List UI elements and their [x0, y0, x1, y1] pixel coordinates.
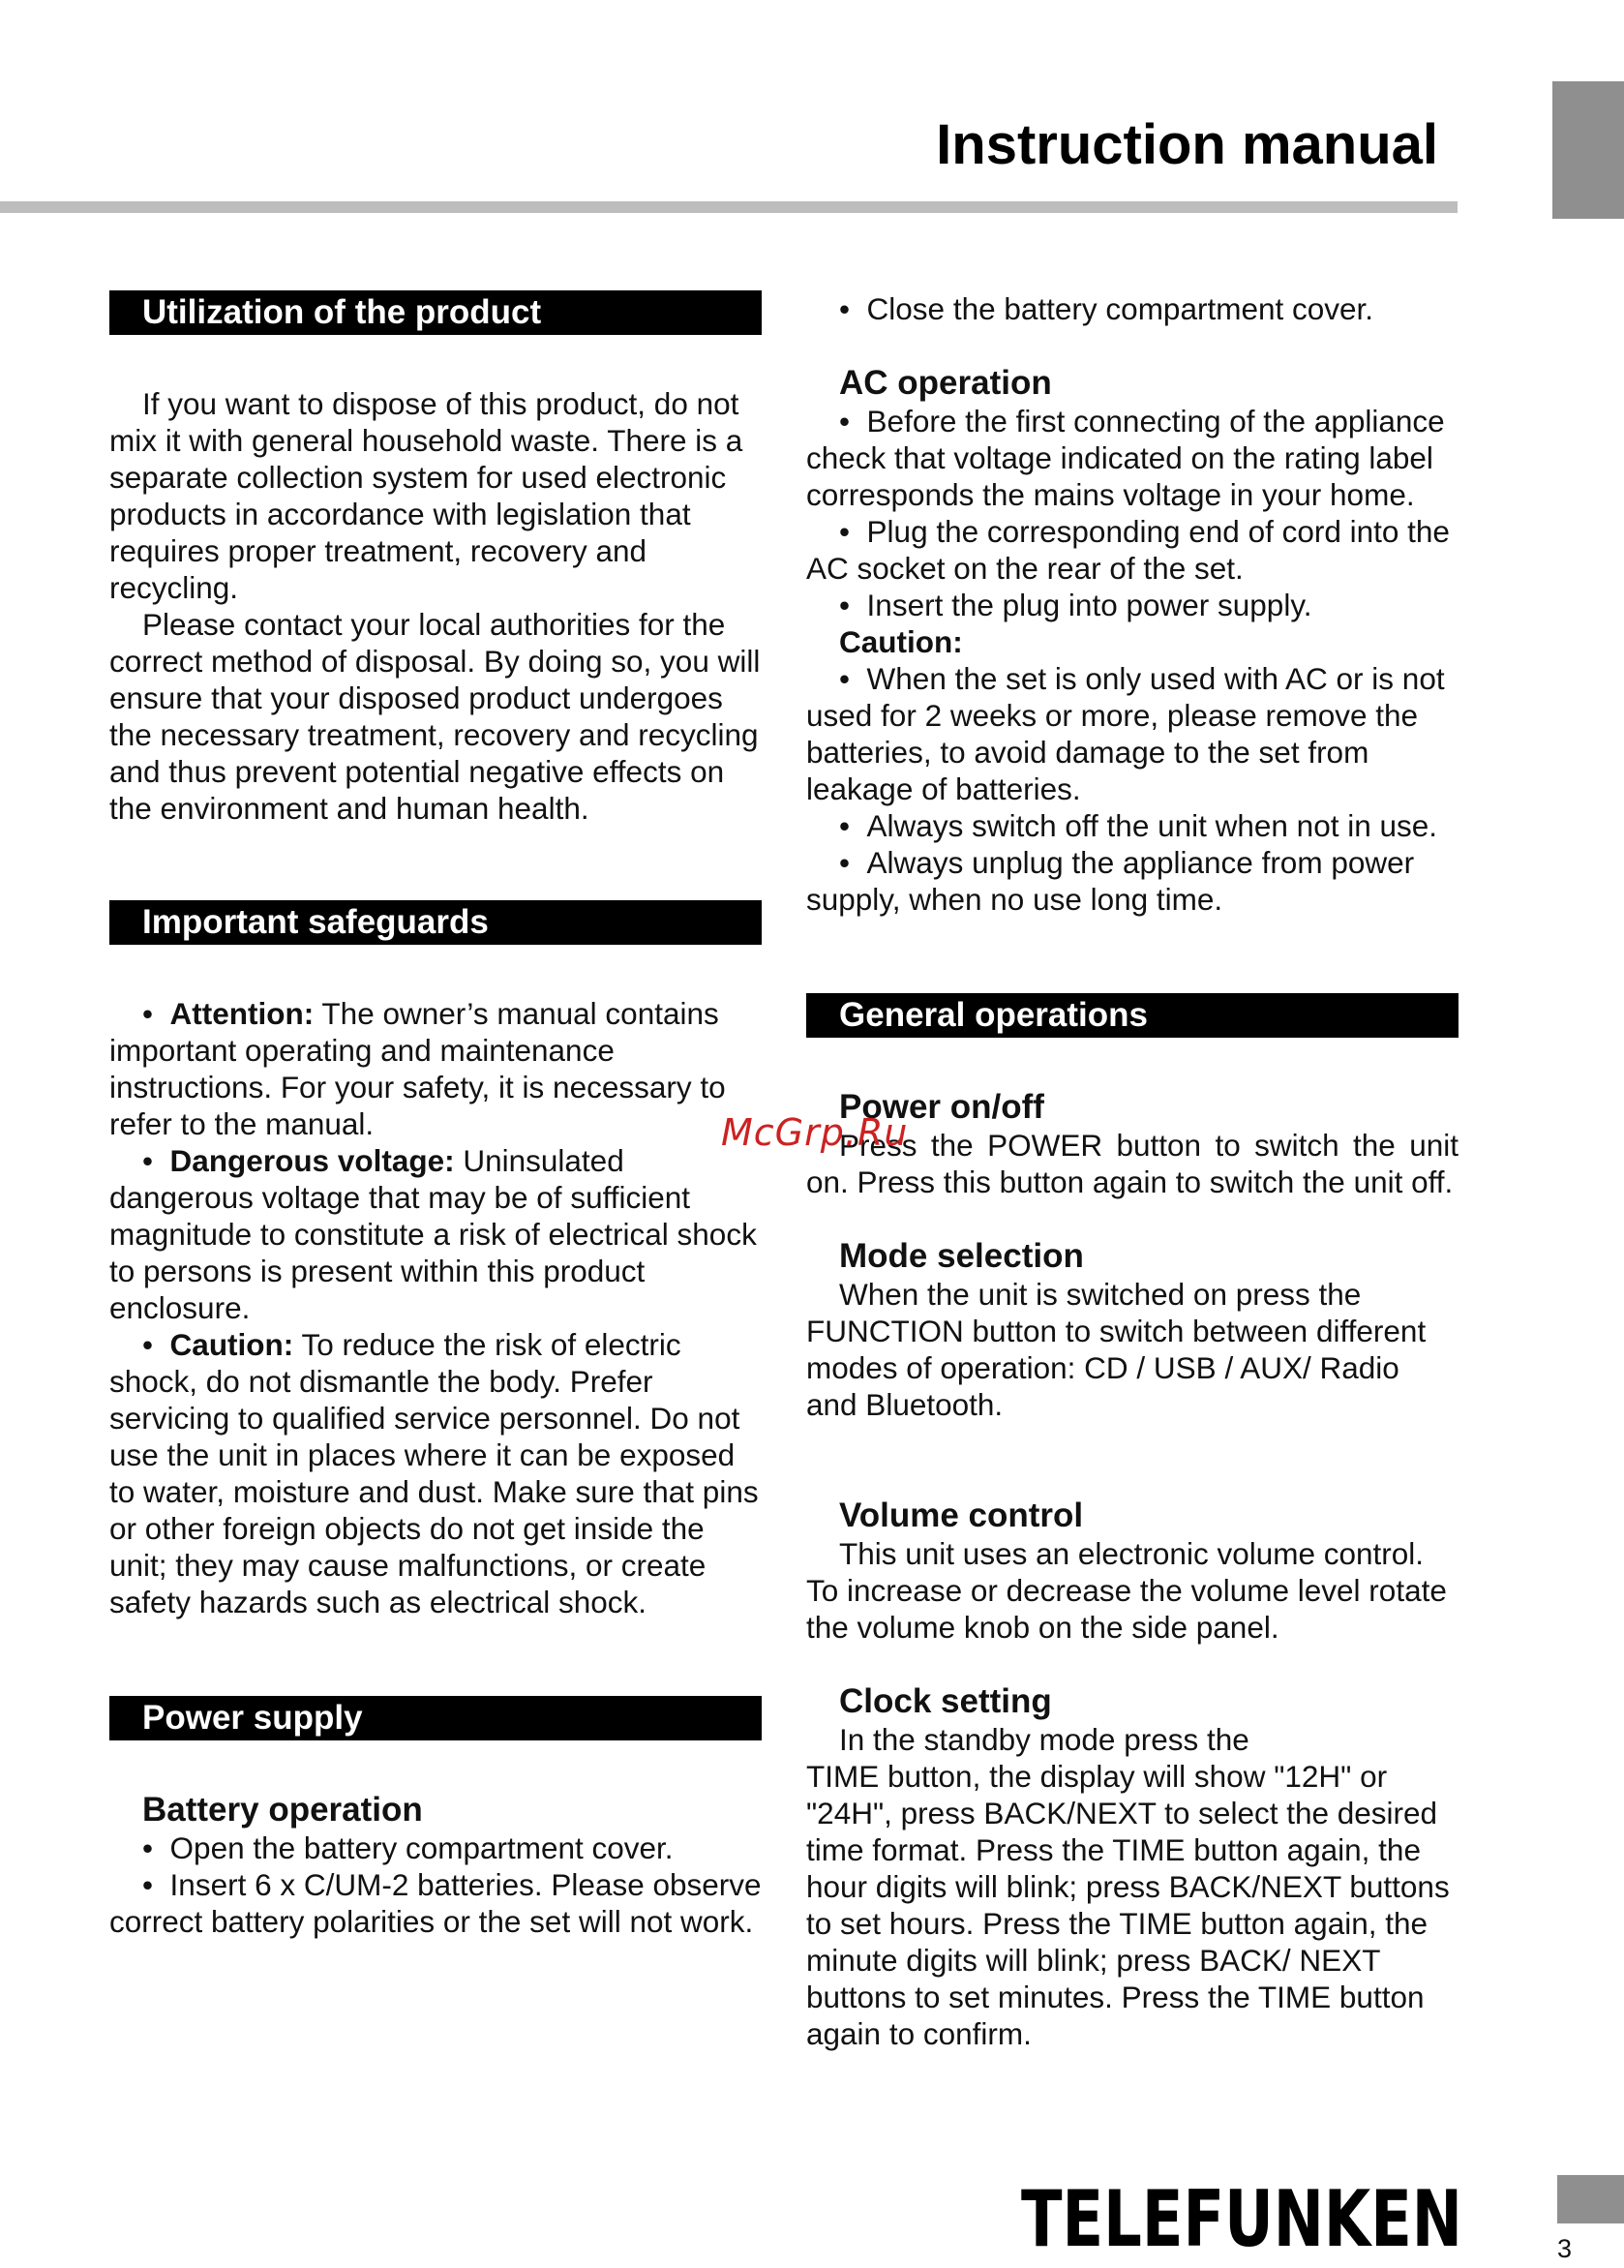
subheading-clock: Clock setting [839, 1682, 1052, 1720]
paragraph: Press the POWER button to switch the unit on. Press this button again to switch the unit off. [806, 1128, 1459, 1199]
header-rule [0, 201, 1458, 213]
caution-label: Caution: [839, 624, 963, 659]
subheading-ac: AC operation [839, 364, 1052, 402]
paragraph: In the standby mode press the [839, 1722, 1249, 1757]
item-text: Before the first connecting of the appliance check that voltage indicated on the rating label corresponds the mains voltage in your home. [806, 404, 1445, 512]
list-item: • Before the first connecting of the appliance check that voltage indicated on the rating label corresponds the mains voltage in your home. [806, 404, 1445, 512]
item-text: To reduce the risk of electric shock, do not dismantle the body. Prefer servicing to qualified service personnel. Do not use the unit in places where it can be exposed to water, moisture and dust. Make sure that pins or other foreign objects do not get inside the unit; they may cause malfunctions, or create safety hazards such as electrical shock. [109, 1327, 759, 1619]
list-item: • Dangerous voltage: Uninsulated dangerous voltage that may be of sufficient magnitude to constitute a risk of electrical shock to persons is present within this product enclosure. [109, 1143, 757, 1325]
subheading-power: Power on/off [839, 1088, 1044, 1126]
list-item: • Caution: To reduce the risk of electric shock, do not dismantle the body. Prefer servicing to qualified service personnel. Do not use the unit in places where it can be exposed to water, moisture and dust. Make sure that pins or other foreign objects do not get inside the unit; they may cause malfunctions, or create safety hazards such as electrical shock. [109, 1327, 759, 1619]
paragraph: TIME button, the display will show "12H" or "24H", press BACK/NEXT to select the desired time format. Press the TIME button again, the hour digits will blink; press BACK/NEXT buttons to set hours. Press the TIME button again, the minute digits will blink; press BACK/ NEXT buttons to set minutes. Press the TIME button again to confirm. [806, 1759, 1450, 2051]
item-text: Uninsulated dangerous voltage that may be of sufficient magnitude to constitute a risk of electrical shock to persons is present within this product enclosure. [109, 1143, 757, 1325]
item-text: Always unplug the appliance from power supply, when no use long time. [806, 845, 1415, 917]
item-text: Always switch off the unit when not in use. [866, 808, 1438, 843]
section-heading-utilization: Utilization of the product [109, 290, 762, 335]
subheading-volume: Volume control [839, 1497, 1084, 1534]
item-text: When the set is only used with AC or is not used for 2 weeks or more, please remove the batteries, to avoid damage to the set from leakage of batteries. [806, 661, 1445, 806]
list-item: • Close the battery compartment cover. [839, 291, 1374, 326]
paragraph: This unit uses an electronic volume control. To increase or decrease the volume level rotate the volume knob on the side panel. [806, 1536, 1447, 1645]
item-label: Attention: [169, 996, 315, 1031]
list-item: • Always switch off the unit when not in use. [839, 808, 1438, 843]
section-heading-general: General operations [806, 993, 1459, 1038]
right-column [806, 290, 1459, 2052]
paragraph: When the unit is switched on press the FUNCTION button to switch between different modes of operation: CD / USB / AUX/ Radio and Bluetooth. [806, 1277, 1427, 1422]
watermark: McGrp.Ru [721, 1111, 909, 1154]
item-text: Open the battery compartment cover. [169, 1830, 674, 1865]
subheading-battery: Battery operation [142, 1791, 423, 1829]
left-column [109, 290, 762, 1940]
page-title: Instruction manual [936, 113, 1438, 176]
paragraph: If you want to dispose of this product, do not mix it with general household waste. There is a separate collection system for used electronic products in accordance with legislation that requires proper treatment, recovery and recycling. [109, 386, 743, 605]
list-item: • Always unplug the appliance from power supply, when no use long time. [806, 845, 1415, 917]
list-item: • Insert 6 x C/UM-2 batteries. Please observe correct battery polarities or the set will not work. [109, 1867, 762, 1939]
item-label: Dangerous voltage: [169, 1143, 455, 1178]
item-text: The owner’s manual contains important operating and maintenance instructions. For your safety, it is necessary to refer to the manual. [109, 996, 726, 1141]
logo-text: TELEFUNKEN [1021, 2176, 1462, 2255]
side-tab-marker [1552, 81, 1624, 219]
paragraph: Please contact your local authorities for the correct method of disposal. By doing so, you will ensure that your disposed product undergoes the necessary treatment, recovery and recycling and thus prevent potential negative effects on the environment and human health. [109, 607, 761, 826]
item-text: Insert 6 x C/UM-2 batteries. Please observe correct battery polarities or the set will not work. [109, 1867, 762, 1939]
page-number: 3 [1557, 2234, 1573, 2263]
section-heading-power-supply: Power supply [109, 1696, 762, 1740]
telefunken-logo [1021, 2176, 1462, 2255]
item-text: Insert the plug into power supply. [866, 588, 1312, 622]
subheading-mode: Mode selection [839, 1237, 1084, 1275]
item-text: Plug the corresponding end of cord into the AC socket on the rear of the set. [806, 514, 1450, 586]
item-text: Close the battery compartment cover. [866, 291, 1374, 326]
list-item: • Insert the plug into power supply. [839, 588, 1312, 622]
list-item: • Open the battery compartment cover. [142, 1830, 674, 1865]
list-item: • Plug the corresponding end of cord into the AC socket on the rear of the set. [806, 514, 1450, 586]
list-item: • Attention: The owner’s manual contains important operating and maintenance instructions. For your safety, it is necessary to refer to the manual. [109, 996, 726, 1141]
list-item: • When the set is only used with AC or is not used for 2 weeks or more, please remove the batteries, to avoid damage to the set from leakage of batteries. [806, 661, 1445, 806]
section-heading-safeguards: Important safeguards [109, 900, 762, 945]
item-label: Caution: [169, 1327, 294, 1362]
side-tab-marker-bottom [1557, 2175, 1624, 2223]
